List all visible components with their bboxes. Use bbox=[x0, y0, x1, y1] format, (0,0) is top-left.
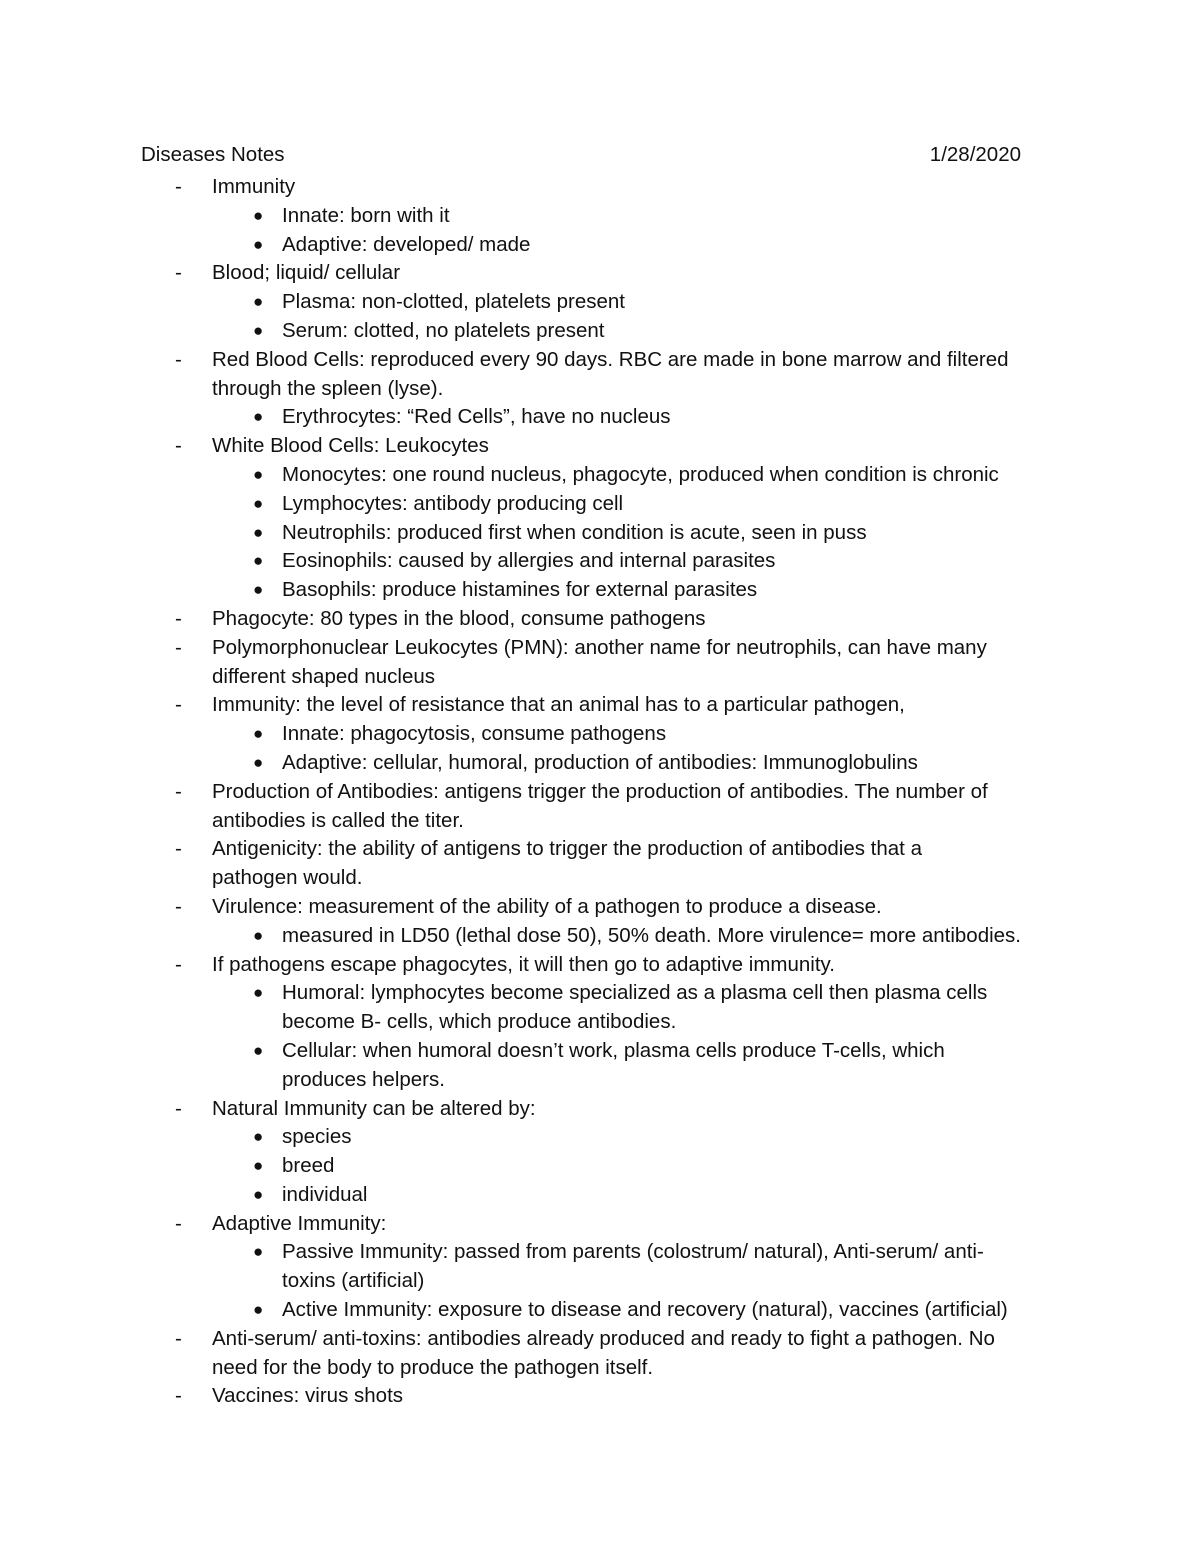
note-line bbox=[0, 173, 1200, 202]
dash-marker: - bbox=[175, 1211, 182, 1235]
note-text: Adaptive: cellular, humoral, production of antibodies: Immunoglobulins bbox=[282, 750, 918, 774]
note-line bbox=[0, 634, 1200, 663]
note-line bbox=[0, 1267, 1200, 1296]
dash-marker: - bbox=[175, 434, 182, 458]
note-text: Blood; liquid/ cellular bbox=[212, 261, 401, 285]
dash-marker: - bbox=[175, 1096, 182, 1120]
note-text: Cellular: when humoral doesn’t work, plasma cells produce T-cells, which bbox=[282, 1038, 945, 1062]
note-text: produces helpers. bbox=[282, 1067, 445, 1091]
bullet-icon: ● bbox=[253, 580, 264, 600]
note-line bbox=[0, 1095, 1200, 1124]
note-line bbox=[0, 202, 1200, 231]
bullet-icon: ● bbox=[253, 551, 264, 571]
bullet-icon: ● bbox=[253, 407, 264, 427]
note-line bbox=[0, 1181, 1200, 1210]
note-text: breed bbox=[282, 1154, 335, 1178]
note-line bbox=[0, 1354, 1200, 1383]
note-text: Phagocyte: 80 types in the blood, consume pathogens bbox=[212, 606, 706, 630]
note-text: Passive Immunity: passed from parents (colostrum/ natural), Anti-serum/ anti- bbox=[282, 1240, 984, 1264]
note-line bbox=[0, 375, 1200, 404]
document-title: Diseases Notes bbox=[141, 143, 285, 166]
note-line bbox=[0, 547, 1200, 576]
bullet-icon: ● bbox=[253, 1242, 264, 1262]
note-text: Vaccines: virus shots bbox=[212, 1384, 404, 1408]
note-line bbox=[0, 720, 1200, 749]
note-line bbox=[0, 259, 1200, 288]
dash-marker: - bbox=[175, 635, 182, 659]
note-text: measured in LD50 (lethal dose 50), 50% death. More virulence= more antibodies. bbox=[282, 923, 1021, 947]
note-line bbox=[0, 1238, 1200, 1267]
note-text: Red Blood Cells: reproduced every 90 days. RBC are made in bone marrow and filtered bbox=[212, 347, 1009, 371]
note-text: Immunity: the level of resistance that an animal has to a particular pathogen, bbox=[212, 693, 905, 717]
note-line bbox=[0, 864, 1200, 893]
note-line bbox=[0, 663, 1200, 692]
bullet-icon: ● bbox=[253, 1156, 264, 1176]
document-header bbox=[141, 143, 1021, 173]
note-line bbox=[0, 807, 1200, 836]
bullet-icon: ● bbox=[253, 752, 264, 772]
note-text: Anti-serum/ anti-toxins: antibodies already produced and ready to fight a pathogen. No bbox=[212, 1326, 995, 1350]
note-text: need for the body to produce the pathogen itself. bbox=[212, 1355, 654, 1379]
bullet-icon: ● bbox=[253, 1127, 264, 1147]
dash-marker: - bbox=[175, 1384, 182, 1408]
bullet-icon: ● bbox=[253, 724, 264, 744]
bullet-icon: ● bbox=[253, 983, 264, 1003]
note-text: Adaptive: developed/ made bbox=[282, 232, 531, 256]
bullet-icon: ● bbox=[253, 493, 264, 513]
note-line bbox=[0, 1066, 1200, 1095]
note-text: Polymorphonuclear Leukocytes (PMN): another name for neutrophils, can have many bbox=[212, 635, 987, 659]
note-line bbox=[0, 979, 1200, 1008]
note-line bbox=[0, 519, 1200, 548]
note-text: Virulence: measurement of the ability of a pathogen to produce a disease. bbox=[212, 894, 882, 918]
note-line bbox=[0, 346, 1200, 375]
note-line bbox=[0, 778, 1200, 807]
dash-marker: - bbox=[175, 779, 182, 803]
note-text: Monocytes: one round nucleus, phagocyte, produced when condition is chronic bbox=[282, 462, 999, 486]
note-text: Innate: phagocytosis, consume pathogens bbox=[282, 722, 667, 746]
note-line bbox=[0, 605, 1200, 634]
bullet-icon: ● bbox=[253, 1040, 264, 1060]
dash-marker: - bbox=[175, 1326, 182, 1350]
dash-marker: - bbox=[175, 606, 182, 630]
note-line bbox=[0, 691, 1200, 720]
note-line bbox=[0, 922, 1200, 951]
note-line bbox=[0, 403, 1200, 432]
bullet-icon: ● bbox=[253, 234, 264, 254]
note-text: Antigenicity: the ability of antigens to trigger the production of antibodies that a bbox=[212, 837, 922, 861]
note-text: individual bbox=[282, 1182, 368, 1206]
note-text: Serum: clotted, no platelets present bbox=[282, 318, 605, 342]
bullet-icon: ● bbox=[253, 205, 264, 225]
note-line bbox=[0, 576, 1200, 605]
note-text: Neutrophils: produced first when condition is acute, seen in puss bbox=[282, 520, 867, 544]
note-line bbox=[0, 951, 1200, 980]
bullet-icon: ● bbox=[253, 1184, 264, 1204]
note-text: Eosinophils: caused by allergies and internal parasites bbox=[282, 549, 776, 573]
note-text: pathogen would. bbox=[212, 866, 363, 890]
note-text: species bbox=[282, 1125, 352, 1149]
dash-marker: - bbox=[175, 837, 182, 861]
note-text: Adaptive Immunity: bbox=[212, 1211, 387, 1235]
note-line bbox=[0, 1325, 1200, 1354]
note-line bbox=[0, 490, 1200, 519]
note-text: Plasma: non-clotted, platelets present bbox=[282, 290, 625, 314]
note-line bbox=[0, 1123, 1200, 1152]
note-line bbox=[0, 1008, 1200, 1037]
note-text: different shaped nucleus bbox=[212, 664, 436, 688]
note-text: Immunity bbox=[212, 175, 296, 198]
note-text: Production of Antibodies: antigens trigger the production of antibodies. The number of bbox=[212, 779, 988, 803]
note-text: Active Immunity: exposure to disease and recovery (natural), vaccines (artificial) bbox=[282, 1298, 1008, 1322]
bullet-icon: ● bbox=[253, 320, 264, 340]
dash-marker: - bbox=[175, 261, 182, 285]
note-line bbox=[0, 1296, 1200, 1325]
note-line bbox=[0, 749, 1200, 778]
note-text: Innate: born with it bbox=[282, 203, 450, 227]
note-text: Natural Immunity can be altered by: bbox=[212, 1096, 536, 1120]
dash-marker: - bbox=[175, 347, 182, 371]
dash-marker: - bbox=[175, 952, 182, 976]
note-line bbox=[0, 835, 1200, 864]
note-line bbox=[0, 432, 1200, 461]
dash-marker: - bbox=[175, 693, 182, 717]
note-text: Lymphocytes: antibody producing cell bbox=[282, 491, 624, 515]
dash-marker: - bbox=[175, 894, 182, 918]
note-text: If pathogens escape phagocytes, it will then go to adaptive immunity. bbox=[212, 952, 835, 976]
note-line bbox=[0, 288, 1200, 317]
note-text: antibodies is called the titer. bbox=[212, 808, 464, 832]
document-date: 1/28/2020 bbox=[929, 143, 1021, 166]
note-line bbox=[0, 317, 1200, 346]
note-line bbox=[0, 231, 1200, 260]
note-text: Humoral: lymphocytes become specialized as a plasma cell then plasma cells bbox=[282, 981, 988, 1005]
bullet-icon: ● bbox=[253, 522, 264, 542]
note-line bbox=[0, 893, 1200, 922]
note-line bbox=[0, 461, 1200, 490]
note-line bbox=[0, 1152, 1200, 1181]
note-text: through the spleen (lyse). bbox=[212, 376, 444, 400]
note-text: Basophils: produce histamines for external parasites bbox=[282, 578, 758, 602]
note-line bbox=[0, 1210, 1200, 1239]
note-line bbox=[0, 1382, 1200, 1411]
note-text: become B- cells, which produce antibodies. bbox=[282, 1010, 677, 1034]
note-text: White Blood Cells: Leukocytes bbox=[212, 434, 489, 458]
bullet-icon: ● bbox=[253, 292, 264, 312]
note-text: Erythrocytes: “Red Cells”, have no nucleus bbox=[282, 405, 671, 429]
bullet-icon: ● bbox=[253, 1300, 264, 1320]
bullet-icon: ● bbox=[253, 925, 264, 945]
notes-list bbox=[0, 173, 1200, 1411]
note-line bbox=[0, 1037, 1200, 1066]
note-text: toxins (artificial) bbox=[282, 1269, 425, 1293]
dash-marker: - bbox=[175, 175, 182, 198]
bullet-icon: ● bbox=[253, 464, 264, 484]
